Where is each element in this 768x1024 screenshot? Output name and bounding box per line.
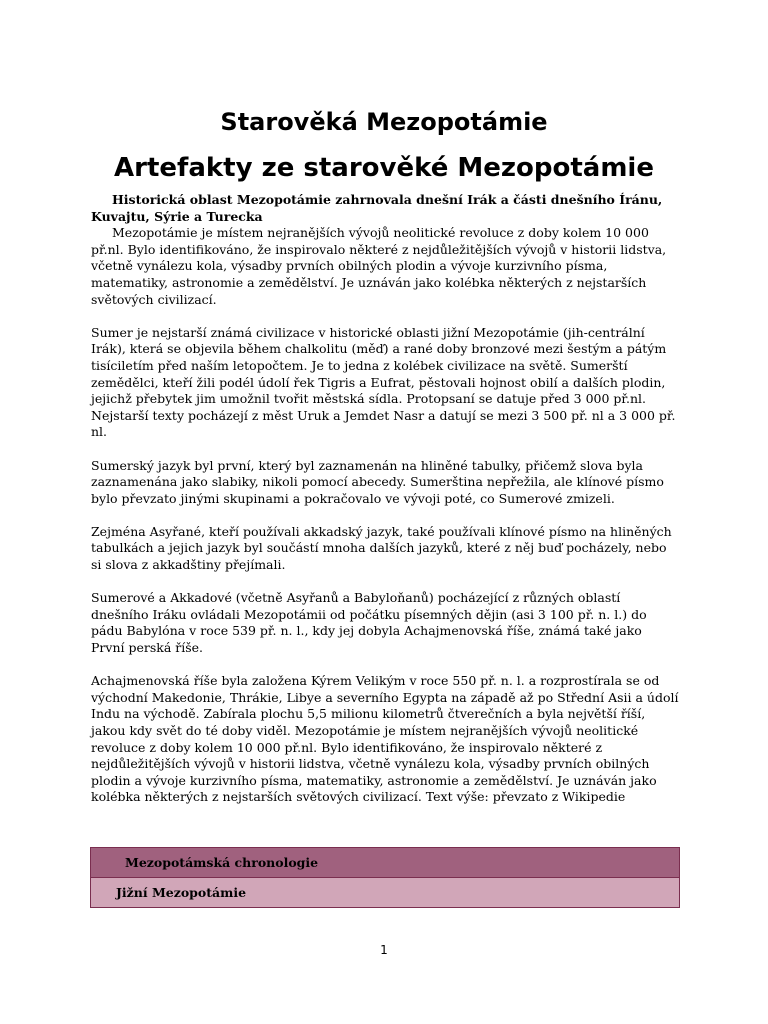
document-title: Starověká Mezopotámie: [220, 108, 548, 136]
intro-paragraph: Historická oblast Mezopotámie zahrnovala dnešní Irák a části dnešního Íránu, Kuvajtu, Sýrie a Turecka: [91, 192, 663, 224]
page-number: 1: [380, 943, 388, 957]
chronology-table-header: Mezopotámská chronologie: [91, 848, 679, 878]
paragraph-4: Zejména Asyřané, kteří používali akkadský jazyk, také používali klínové písmo na hliněných tabulkách a jejich jazyk byl součástí mnoha dalších jazyků, které z něj buď pocházely, nebo si slova z akkadštiny přejímali.: [91, 523, 672, 573]
paragraph-6: Achajmenovská říše byla založena Kýrem Velikým v roce 550 př. n. l. a rozprostírala se od východní Makedonie, Thrákie, Libye a severního Egypta na západě až po Střední Asii a údolí Indu na východě. Zabírala plochu 5,5 milionu kilometrů čtverečních a byla největší říší, jakou kdy svět do té doby viděl. Mezopotámie je místem nejranějších vývojů neolitické revoluce z doby kolem 10 000 př.nl. Bylo identifikováno, že inspirovalo některé z nejdůležitějších vývojů v historii lidstva, včetně vynálezu kola, výsadby prvních obilných plodin a vývoje kurzivního písma, matematiky, astronomie a zemědělství. Je uznáván jako kolébka některých z nejstarších světových civilizací. Text výše: převzato z Wikipedie: [91, 673, 679, 805]
paragraph-3: Sumerský jazyk byl první, který byl zaznamenán na hliněné tabulky, přičemž slova byla zaznamenána jako slabiky, nikoli pomocí abecedy. Sumerština nepřežila, ale klínové písmo bylo převzato jinými skupinami a pokračovalo ve vývoji poté, co Sumerové zmizeli.: [91, 457, 664, 506]
paragraph-2: Sumer je nejstarší známá civilizace v historické oblasti jižní Mezopotámie (jih-centrální Irák), která se objevila během chalkolitu (měď) a rané doby bronzové mezi šestým a pátým tisíciletím před naším letopočtem. Je to jedna z kolébek civilizace na světě. Sumerští zemědělci, kteří žili podél údolí řek Tigris a Eufrat, pěstovali hojnost obilí a dalších plodin, jejichž přebytek jim umožnil tvořit městská sídla. Protopsaní se datuje před 3 000 př.nl. Nejstarší texty pocházejí z měst Uruk a Jemdet Nasr a datují se mezi 3 500 př. nl a 3 000 př. nl.: [91, 324, 676, 440]
chronology-table-row: Jižní Mezopotámie: [91, 878, 679, 907]
chronology-table: [90, 847, 680, 908]
paragraph-5: Sumerové a Akkadové (včetně Asyřanů a Babyloňanů) pocházející z různých oblastí dnešního Iráku ovládali Mezopotámii od počátku písemných dějin (asi 3 100 př. n. l.) do pádu Babylóna v roce 539 př. n. l., kdy jej dobyla Achajmenovská říše, známá také jako První perská říše.: [91, 590, 647, 656]
paragraph-1: Mezopotámie je místem nejranějších vývojů neolitické revoluce z doby kolem 10 000 př.nl. Bylo identifikováno, že inspirovalo některé z nejdůležitějších vývojů v historii lidstva, včetně vynálezu kola, výsadby prvních obilných plodin a vývoje kurzivního písma, matematiky, astronomie a zemědělství. Je uznáván jako kolébka některých z nejstarších světových civilizací.: [91, 225, 667, 307]
document-subtitle: Artefakty ze starověké Mezopotámie: [114, 153, 654, 183]
document-body: [91, 192, 679, 823]
